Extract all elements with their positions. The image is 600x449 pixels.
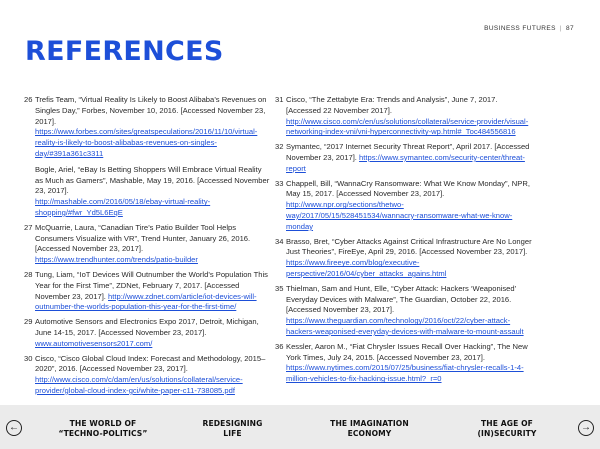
reference-number: 26 [24,95,33,104]
reference-number: 28 [24,269,33,279]
reference-item [24,95,270,219]
reference-text [35,354,270,397]
reference-citation: Tung, Liam, “IoT Devices Will Outnumber the World’s Population This Year for the First Time”, ZDNet, February 7, 2017. [Accessed November 23, 2017]. [35,269,268,301]
reference-text [286,179,533,233]
reference-text [286,142,533,174]
reference-citation: Cisco, “Cisco Global Cloud Index: Forecast and Methodology, 2015–2020”, 2016. [Accessed November 23, 2017]. [35,353,266,374]
references-right-column [275,95,533,389]
reference-citation: Symantec, “2017 Internet Security Threat Report”, April 2017. [Accessed November 23, 2017]. [286,142,530,162]
reference-citation: Brasso, Bret, “Cyber Attacks Against Critical Infrastructure Are No Longer Just Theories”, FireEye, April 29, 2016. [Accessed November 23, 2017]. [286,236,532,257]
references-left-column [24,95,270,401]
reference-link[interactable]: http://www.zdnet.com/article/iot-devices-will-outnumber-the-worlds-population-this-year-for-the-first-time/ [35,291,257,312]
reference-link[interactable]: http://www.cisco.com/c/dam/en/us/solutions/collateral/service-provider/global-cloud-index-gci/white-paper-c11-738085.pdf [35,375,243,395]
reference-link[interactable]: https://www.symantec.com/security-center/threat-report [286,152,525,173]
footer-navigation [0,405,600,449]
reference-citation: Kessler, Aaron M., “Fiat Chrysler Issues Recall Over Hacking”, The New York Times, July 24, 2015. [Accessed November 23, 2017]. [286,341,528,362]
reference-text [35,223,270,266]
nav-redesigning-life[interactable]: REDESIGNING LIFE [202,419,263,438]
reference-text [286,342,533,385]
reference-item [275,284,533,338]
header-separator: | [559,25,562,32]
nav-age-of-insecurity[interactable]: THE AGE OF (IN)SECURITY [477,419,537,438]
reference-item [275,95,533,138]
reference-link[interactable]: http://mashable.com/2016/05/18/ebay-virtual-reality-shopping/#fwr_Yd5L6EqE [35,197,211,217]
nav-techno-politics[interactable]: THE WORLD OF “TECHNO-POLITICS” [58,419,148,438]
reference-item [275,342,533,385]
reference-number: 36 [275,341,284,351]
reference-number: 33 [275,178,284,188]
reference-item [24,317,270,349]
reference-number: 30 [24,353,33,363]
reference-number: 35 [275,283,284,293]
reference-number: 32 [275,142,284,152]
reference-link[interactable]: https://www.trendhunter.com/trends/patio-builder [35,255,198,265]
reference-item [275,237,533,280]
reference-link[interactable]: http://www.npr.org/sections/thetwo-way/2017/05/15/528451534/wannacry-ransomware-what-we-know-monday [286,200,513,231]
page-header [484,25,574,32]
reference-citation: Cisco, “The Zettabyte Era: Trends and Analysis”, June 7, 2017. [Accessed 22 November 2017]. [286,95,498,115]
reference-text [35,95,270,219]
reference-link[interactable]: https://www.nytimes.com/2015/07/25/business/fiat-chrysler-recalls-1-4-million-vehicles-to-fix-hacking-issue.html?_r=0 [286,363,524,384]
arrow-left-circle-icon[interactable]: ← [6,420,22,436]
reference-citation: McQuarrie, Laura, “Canadian Tire’s Patio Builder Tool Helps Consumers Visualize with VR”, Trend Hunter, January 26, 2016. [Accessed November 23, 2017]. [35,222,251,254]
reference-text [35,317,270,349]
reference-number: 31 [275,95,284,104]
section-name: BUSINESS FUTURES [484,25,556,32]
reference-text [286,95,533,138]
reference-number: 27 [24,222,33,232]
reference-number: 34 [275,236,284,246]
reference-text [286,237,533,280]
reference-item [24,223,270,266]
reference-citation: Trefis Team, “Virtual Reality Is Likely to Boost Alibaba’s Revenues on Singles Day,” Forbes, November 10, 2016. [Accessed November 23, 2017]. [35,95,267,126]
reference-citation: Automotive Sensors and Electronics Expo 2017, Detroit, Michigan, June 14-15, 2017. [Accessed November 23, 2017]. [35,317,259,337]
reference-citation: Chappell, Bill, “WannaCry Ransomware: What We Know Monday”, NPR, May 15, 2017. [Accessed November 23, 2017]. [286,178,530,199]
nav-imagination-economy[interactable]: THE IMAGINATION ECONOMY [330,419,409,438]
reference-item [24,354,270,397]
arrow-right-circle-icon[interactable]: → [578,420,594,436]
reference-text [286,284,533,338]
reference-link[interactable]: https://www.theguardian.com/technology/2016/oct/22/cyber-attack-hackers-weaponised-everyday-devices-with-malware-to-mount-assault [286,316,524,336]
reference-link[interactable]: https://www.fireeye.com/blog/executive-perspective/2016/04/cyber_attacks_agains.html [286,258,447,278]
reference-link[interactable]: https://www.forbes.com/sites/greatspeculations/2016/11/10/virtual-reality-is-likely-to-boost-alibabas-revenues-on-singles-day/#391a361c3311 [35,127,258,158]
reference-number: 29 [24,317,33,327]
reference-item [275,179,533,233]
reference-link[interactable]: http://www.cisco.com/c/en/us/solutions/collateral/service-provider/visual-networking-index-vni/vni-hyperconnectivity-wp.html#_Toc484556816 [286,116,529,137]
page-title: REFERENCES [25,36,224,67]
page-number: 87 [565,25,574,32]
reference-item [275,142,533,174]
reference-citation: Thielman, Sam and Hunt, Elle, “Cyber Attack: Hackers ‘Weaponised’ Everyday Devices with Malware”, The Guardian, October 22, 2016. [Accessed November 23, 2017]. [286,283,517,315]
reference-citation: Bogle, Ariel, “eBay Is Betting Shoppers Will Embrace Virtual Reality as Much as Gamers”, Mashable, May 19, 2016. [Accessed November 23, 2017]. [35,164,270,196]
reference-item [24,270,270,313]
reference-text [35,270,270,313]
reference-link[interactable]: www.automotivesensors2017.com/ [35,338,153,348]
